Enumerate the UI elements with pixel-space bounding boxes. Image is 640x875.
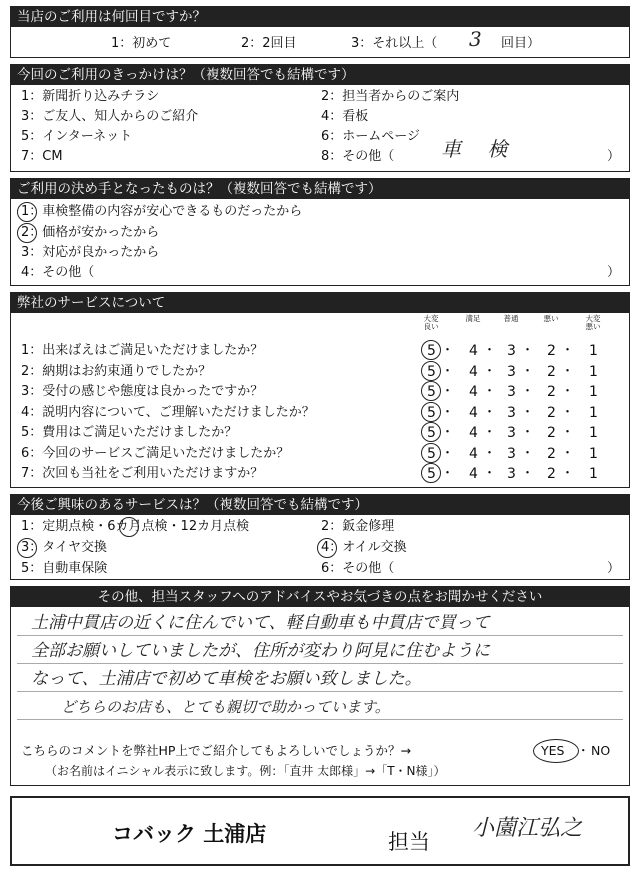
staff-label: 担当 bbox=[388, 830, 430, 854]
service-section bbox=[10, 292, 630, 488]
rating-option[interactable]: 3 bbox=[507, 384, 516, 400]
close-paren: ） bbox=[607, 265, 621, 280]
rating-separator: ・ bbox=[561, 343, 575, 358]
selection-circle bbox=[421, 422, 441, 442]
section-title: 今回のご利用のきっかけは？（複数回答でも結構です） bbox=[11, 65, 629, 85]
rating-separator: ・ bbox=[483, 343, 497, 358]
trigger-item-other[interactable]: 8：その他（ bbox=[321, 149, 395, 164]
rating-separator: ・ bbox=[521, 466, 535, 481]
rating-option[interactable]: 5 bbox=[427, 425, 436, 441]
consent-question: こちらのコメントを弊社HP上でご紹介してもよろしいでしょうか？→ bbox=[21, 743, 411, 758]
footer-section bbox=[10, 796, 630, 866]
section-title: ご利用の決め手となったものは？（複数回答でも結構です） bbox=[11, 179, 629, 199]
rating-separator: ・ bbox=[521, 343, 535, 358]
rating-option[interactable]: 1 bbox=[589, 404, 598, 421]
rating-separator: ・ bbox=[483, 466, 497, 481]
ruled-line bbox=[17, 691, 623, 692]
rating-scale-header: 大変 悪い bbox=[585, 314, 601, 331]
rating-option[interactable]: 5 bbox=[427, 343, 436, 359]
ruled-line bbox=[17, 663, 623, 664]
rating-option[interactable]: 4 bbox=[469, 404, 478, 421]
rating-option[interactable]: 2 bbox=[547, 425, 556, 441]
trigger-item[interactable]: 3：ご友人、知人からのご紹介 bbox=[21, 109, 199, 124]
interest-item[interactable]: 3：タイヤ交換 bbox=[21, 540, 108, 555]
rating-separator: ・ bbox=[483, 404, 497, 420]
visit-option-2[interactable]: 2：2回目 bbox=[241, 36, 297, 51]
close-paren: ） bbox=[607, 149, 621, 164]
rating-option[interactable]: 3 bbox=[507, 425, 516, 441]
section-title: 弊社のサービスについて bbox=[11, 293, 629, 313]
close-paren: ） bbox=[607, 561, 621, 576]
rating-scale-header: 普通 bbox=[503, 314, 519, 323]
interest-item[interactable]: 2：鈑金修理 bbox=[321, 519, 395, 534]
ruled-line bbox=[17, 635, 623, 636]
decision-item[interactable]: 1：車検整備の内容が安心できるものだったから bbox=[21, 204, 303, 219]
trigger-section bbox=[10, 64, 630, 172]
trigger-item[interactable]: 2：担当者からのご案内 bbox=[321, 89, 460, 104]
rating-separator: ・ bbox=[521, 363, 535, 379]
rating-option[interactable]: 2 bbox=[547, 343, 556, 359]
rating-scale-header: 悪い bbox=[543, 314, 559, 323]
service-question: 2：納期はお約束通りでしたか？ bbox=[21, 363, 212, 379]
rating-option[interactable]: 2 bbox=[547, 404, 556, 421]
rating-option[interactable]: 5 bbox=[427, 445, 436, 462]
service-question: 4：説明内容について、ご理解いただけましたか？ bbox=[21, 404, 315, 420]
staff-name-handwritten: 小薗江弘之 bbox=[472, 816, 583, 841]
interest-section bbox=[10, 494, 630, 580]
rating-option[interactable]: 5 bbox=[427, 404, 436, 421]
trigger-item[interactable]: 1：新聞折り込みチラシ bbox=[21, 89, 160, 104]
comment-handwritten-line: 全部お願いしていましたが、住所が変わり阿見に住むように bbox=[31, 641, 490, 661]
decision-item-other[interactable]: 4：その他（ bbox=[21, 265, 95, 280]
trigger-item[interactable]: 4：看板 bbox=[321, 109, 369, 124]
interest-item[interactable]: 4：オイル交換 bbox=[321, 540, 407, 555]
rating-option[interactable]: 1 bbox=[589, 384, 598, 400]
selection-circle bbox=[421, 443, 441, 463]
service-question: 5：費用はご満足いただけましたか？ bbox=[21, 425, 238, 440]
rating-separator: ・ bbox=[441, 384, 455, 399]
rating-separator: ・ bbox=[441, 425, 455, 440]
rating-option[interactable]: 4 bbox=[469, 384, 478, 400]
rating-option[interactable]: 4 bbox=[469, 445, 478, 462]
decision-section bbox=[10, 178, 630, 286]
rating-separator: ・ bbox=[561, 404, 575, 420]
rating-separator: ・ bbox=[441, 404, 455, 420]
rating-separator: ・ bbox=[521, 425, 535, 440]
comments-section bbox=[10, 586, 630, 786]
selection-circle bbox=[421, 381, 441, 401]
interest-item[interactable]: 1：定期点検・6カ月点検・12カ月点検 bbox=[21, 519, 250, 534]
rating-separator: ・ bbox=[483, 445, 497, 461]
selection-circle bbox=[421, 340, 441, 360]
visit-count-handwritten: 3 bbox=[469, 27, 482, 51]
rating-option[interactable]: 3 bbox=[507, 445, 516, 462]
rating-option[interactable]: 4 bbox=[469, 425, 478, 441]
comment-handwritten-line: 土浦中貫店の近くに住んでいて、軽自動車も中貫店で買って bbox=[31, 613, 490, 633]
trigger-item[interactable]: 5：インターネット bbox=[21, 129, 133, 144]
interest-item-other[interactable]: 6：その他（ bbox=[321, 561, 395, 576]
rating-separator: ・ bbox=[483, 384, 497, 399]
service-question: 1：出来ばえはご満足いただけましたか？ bbox=[21, 343, 264, 358]
rating-separator: ・ bbox=[483, 363, 497, 379]
rating-option[interactable]: 5 bbox=[427, 384, 436, 400]
section-title: その他、担当スタッフへのアドバイスやお気づきの点をお聞かせください bbox=[11, 587, 629, 607]
ruled-line bbox=[17, 719, 623, 720]
rating-scale-header: 大変 良い bbox=[423, 314, 439, 331]
consent-no[interactable]: NO bbox=[591, 743, 611, 758]
trigger-other-handwritten: 車 検 bbox=[441, 137, 518, 161]
rating-option[interactable]: 2 bbox=[547, 445, 556, 462]
decision-item[interactable]: 3：対応が良かったから bbox=[21, 245, 160, 260]
rating-option[interactable]: 4 bbox=[469, 363, 478, 380]
selection-circle bbox=[421, 361, 441, 381]
interest-item[interactable]: 5：自動車保険 bbox=[21, 561, 108, 576]
rating-separator: ・ bbox=[521, 404, 535, 420]
visit-count-section bbox=[10, 6, 630, 58]
visit-option-1[interactable]: 1：初めて bbox=[111, 36, 172, 51]
rating-option[interactable]: 3 bbox=[507, 466, 516, 482]
consent-yes[interactable]: YES bbox=[541, 743, 565, 758]
rating-option[interactable]: 1 bbox=[589, 445, 598, 462]
rating-option[interactable]: 4 bbox=[469, 343, 478, 359]
trigger-item[interactable]: 7：CM bbox=[21, 149, 63, 164]
rating-option[interactable]: 1 bbox=[589, 343, 598, 359]
trigger-item[interactable]: 6：ホームページ bbox=[321, 129, 421, 144]
rating-option[interactable]: 5 bbox=[427, 363, 436, 380]
rating-option[interactable]: 1 bbox=[589, 425, 598, 441]
section-title: 今後ご興味のあるサービスは？（複数回答でも結構です） bbox=[11, 495, 629, 515]
visit-option-3[interactable]: 3：それ以上（ bbox=[351, 36, 438, 51]
service-question: 6：今回のサービスご満足いただけましたか？ bbox=[21, 445, 290, 461]
rating-separator: ・ bbox=[441, 363, 455, 379]
rating-option[interactable]: 3 bbox=[507, 404, 516, 421]
rating-separator: ・ bbox=[521, 445, 535, 461]
rating-option[interactable]: 4 bbox=[469, 466, 478, 482]
consent-separator: ・ bbox=[577, 743, 590, 758]
shop-name: コバック 土浦店 bbox=[112, 822, 267, 846]
rating-separator: ・ bbox=[561, 445, 575, 461]
rating-option[interactable]: 1 bbox=[589, 466, 598, 482]
selection-circle bbox=[119, 517, 139, 537]
rating-scale-header: 満足 bbox=[465, 314, 481, 323]
rating-separator: ・ bbox=[441, 343, 455, 358]
rating-option[interactable]: 2 bbox=[547, 363, 556, 380]
service-question: 7：次回も当社をご利用いただけますか？ bbox=[21, 466, 264, 481]
rating-separator: ・ bbox=[561, 425, 575, 440]
rating-option[interactable]: 2 bbox=[547, 384, 556, 400]
comment-handwritten-line: なって、土浦店で初めて車検をお願い致しました。 bbox=[31, 669, 422, 689]
section-title: 当店のご利用は何回目ですか？ bbox=[11, 7, 629, 27]
rating-option[interactable]: 3 bbox=[507, 343, 516, 359]
visit-option-3-suffix: 回目） bbox=[501, 36, 541, 51]
initials-note: （お名前はイニシャル表示に致します。例：「直井 太郎様」→「T・N様」） bbox=[45, 764, 446, 778]
decision-item[interactable]: 2：価格が安かったから bbox=[21, 225, 160, 240]
selection-circle bbox=[421, 402, 441, 422]
rating-option[interactable]: 1 bbox=[589, 363, 598, 380]
rating-separator: ・ bbox=[441, 445, 455, 461]
rating-separator: ・ bbox=[483, 425, 497, 440]
service-question: 3：受付の感じや態度は良かったですか？ bbox=[21, 384, 264, 399]
rating-separator: ・ bbox=[561, 466, 575, 481]
comment-handwritten-line: どちらのお店も、とても親切で助かっています。 bbox=[61, 698, 390, 716]
rating-separator: ・ bbox=[441, 466, 455, 481]
rating-option[interactable]: 2 bbox=[547, 466, 556, 482]
rating-separator: ・ bbox=[561, 384, 575, 399]
rating-separator: ・ bbox=[521, 384, 535, 399]
rating-separator: ・ bbox=[561, 363, 575, 379]
rating-option[interactable]: 3 bbox=[507, 363, 516, 380]
selection-circle bbox=[421, 463, 441, 483]
rating-option[interactable]: 5 bbox=[427, 466, 436, 482]
